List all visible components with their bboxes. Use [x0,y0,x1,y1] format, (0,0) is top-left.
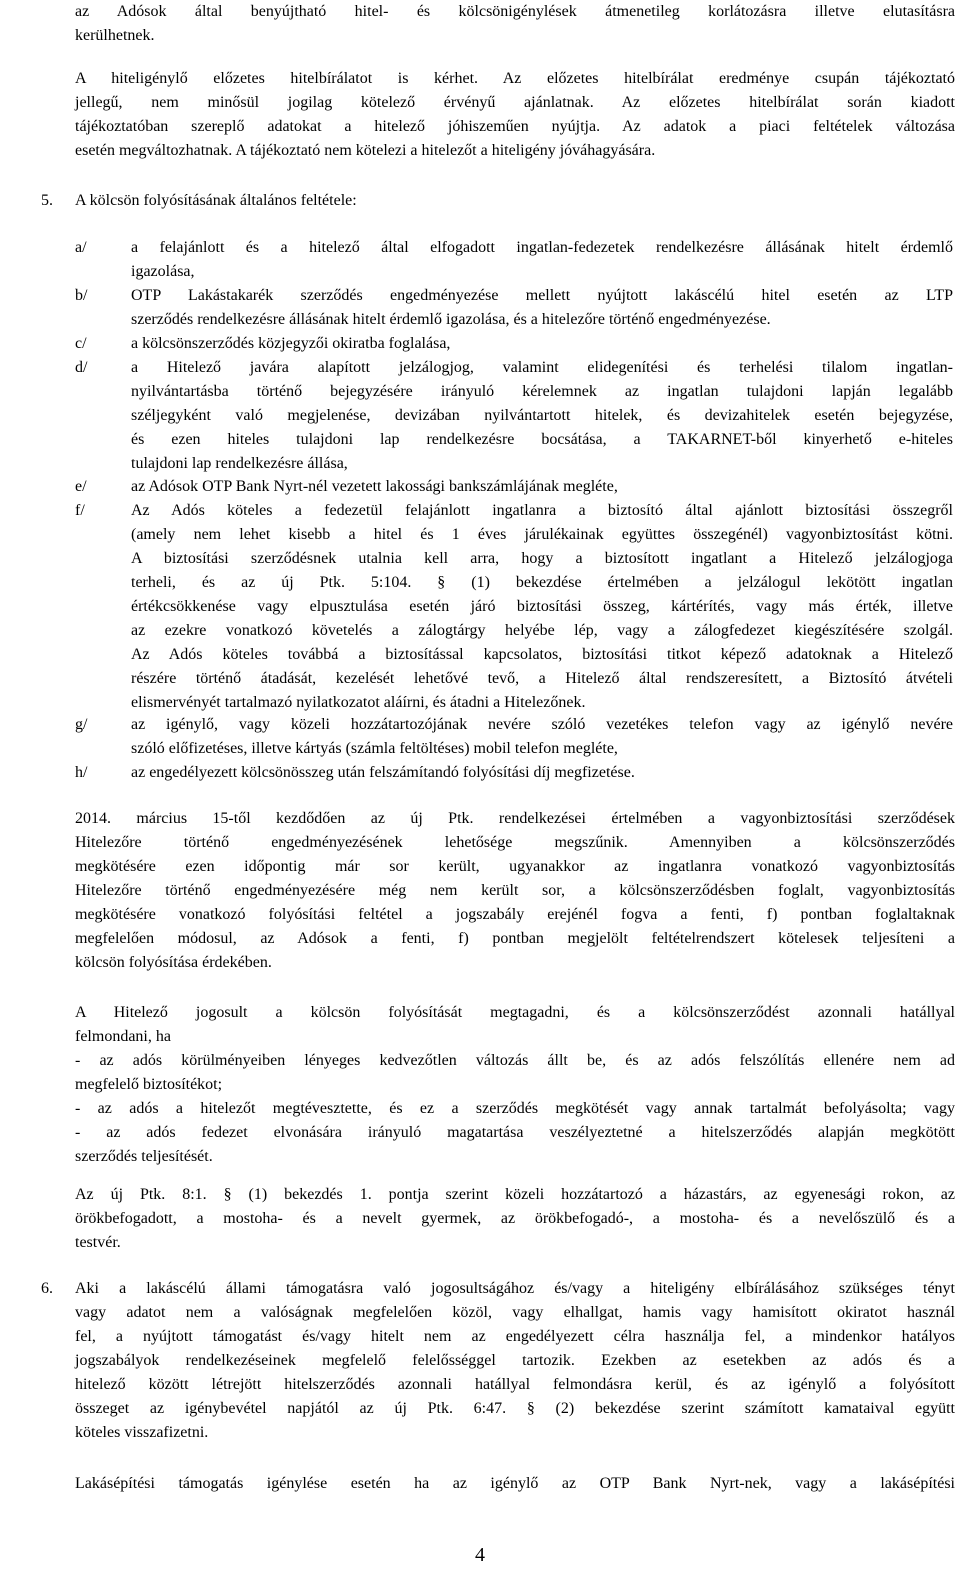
text-line: nyilvántartásba történő bejegyzésére irányuló kérelemnek az ingatlan tulajdoni lapján legalább [131,383,953,400]
text-line: Hitelezőre történő engedményezésének lehetősége megszűnik. Amennyiben a kölcsönszerződés [75,834,955,851]
text-line: testvér. [75,1234,121,1251]
text-line: A Hitelező jogosult a kölcsön folyósítását megtagadni, és a kölcsönszerződést azonnali hatállyal [75,1004,955,1021]
text-line: az igénylő, vagy közeli hozzátartozójának nevére szóló vezetékes telefon vagy az igénylő nevére [131,716,953,733]
item-label-f: f/ [75,502,85,519]
text-line: szerződés teljesítését. [75,1148,213,1165]
item-label-d: d/ [75,359,88,376]
text-line: Hitelezőre történő engedményezésére még nem került sor, a kölcsönszerződésben foglalt, vagyonbiztosítás [75,882,955,899]
section-6-number: 6. [41,1280,53,1297]
text-line: A biztosítási szerződésnek utalnia kell arra, hogy a biztosított ingatlant a Hitelező jelzálogjoga [131,550,953,567]
text-line: kerülhetnek. [75,27,155,44]
text-line: széljegyként való megjelenése, devizában nyilvántartott hitelek, és devizahitelek esetén bejegyzése, [131,407,953,424]
list-item-h [131,761,953,785]
text-line: részére történő átadását, kezelését lehetővé tevő, a Hitelező által rendszeresített, a Biztosító átvételi [131,670,953,687]
text-line: szóló előfizetéses, illetve kártyás (számla feltöltéses) mobil telefon megléte, [131,740,618,757]
text-line: az Adósok OTP Bank Nyrt-nél vezetett lakossági bankszámlájának megléte, [131,478,618,495]
text-line: tulajdoni lap rendelkezésre állása, [131,455,348,472]
text-line: A hiteligénylő előzetes hitelbírálatot is kérhet. Az előzetes hitelbírálat eredménye csupán tájékoztató [75,70,955,87]
text-line: és ezen hiteles tulajdoni lap rendelkezésre bocsátása, a TAKARNET-ből kinyerhető e-hiteles [131,431,953,448]
text-line: esetén megváltozhatnak. A tájékoztató nem kötelezi a hitelezőt a hiteligény jóváhagyására. [75,142,656,159]
section-5-number: 5. [41,192,53,209]
text-line: - az adós körülményeiben lényeges kedvezőtlen változás állt be, és az adós felszólítás ellenére nem ad [75,1052,955,1069]
text-line: Az Adós köteles továbbá a biztosítással kapcsolatos, biztosítási titkot képező adatoknak a Hitelező [131,646,953,663]
text-line: tájékoztatóban szereplő adatokat a hitelező jóhiszeműen nyújtja. Az adatok a piaci feltételek változása [75,118,955,135]
text-line: a felajánlott és a hitelező által elfogadott ingatlan-fedezetek rendelkezésre állásának hitelt érdemlő [131,239,953,256]
list-item-b [131,284,953,332]
text-line: - az adós a hitelezőt megtévesztette, és ez a szerződés megkötését vagy annak tartalmát befolyásolta; vagy [75,1100,955,1117]
text-line: jogszabályok rendelkezéseinek megfelelő felelősséggel tartozik. Ezekben az esetekben az adós és a [75,1352,955,1369]
section-5-heading [75,189,955,213]
text-line: az engedélyezett kölcsönösszeg után felszámítandó folyósítási díj megfizetése. [131,764,635,781]
section-6-paragraph [75,1277,955,1445]
text-line: megfelelően módosul, az Adósok a fenti, f) pontban megjelölt feltételrendszert kötelesek teljesíteni a [75,930,955,947]
page-number: 4 [475,1544,485,1566]
text-line: (amely nem lehet kisebb a hitel és 1 éves járulékainak együttes összegénél) vagyonbiztosítást kötni. [131,526,953,543]
text-line: Az Adós köteles a fedezetül felajánlott ingatlanra a biztosító által ajánlott biztosítási összegről [131,502,953,519]
text-line: Aki a lakáscélú állami támogatásra való jogosultságához és/vagy a hiteligény elbírálásához szükséges tényt [75,1280,955,1297]
item-label-g: g/ [75,716,88,733]
text-line: az ezekre vonatkozó követelés a zálogtárgy helyébe lép, vagy a zálogfedezet kiegészítésére szolgál. [131,622,953,639]
text-line: a Hitelező javára alapított jelzálogjog, valamint elidegenítési és terhelési tilalom ingatlan- [131,359,953,376]
intro-paragraph-1 [75,0,955,48]
text-line: köteles visszafizetni. [75,1424,209,1441]
list-item-a [131,236,953,284]
text-line: összeget az igénybevétel napjától az új Ptk. 6:47. § (2) bekezdése szerint számított kamataival együtt [75,1400,955,1417]
text-line: jellegű, nem minősül jogilag kötelező érvényű ajánlatnak. Az előzetes hitelbírálat során kiadott [75,94,955,111]
ptk-2014-paragraph [75,807,955,975]
text-line: igazolása, [131,263,195,280]
text-line: fel, a nyújtott támogatást és/vagy hitelt nem az engedélyezett célra használja fel, a mindenkor hatályos [75,1328,955,1345]
list-item-f [131,499,953,715]
text-line: az Adósok által benyújtható hitel- és kölcsönigénylések átmenetileg korlátozásra illetve elutasításra [75,3,955,20]
text-line: 2014. március 15-től kezdődően az új Ptk. rendelkezései értelmében a vagyonbiztosítási szerződések [75,810,955,827]
text-line: vagy adatot nem a valóságnak megfelelően közöl, vagy elhallgat, hamis vagy hamisított okiratot használ [75,1304,955,1321]
text-line: szerződés rendelkezésre állásának hitelt érdemlő igazolása, és a hitelezőre történő engedményezése. [131,311,771,328]
section-heading: A kölcsön folyósításának általános feltétele: [75,192,357,209]
text-line: - az adós fedezet elvonására irányuló magatartása veszélyeztetné a hitelszerződés alapján megkötött [75,1124,955,1141]
text-line: felmondani, ha [75,1028,171,1045]
relatives-paragraph [75,1183,955,1255]
text-line: Lakásépítési támogatás igénylése esetén ha az igénylő az OTP Bank Nyrt-nek, vagy a lakásépítési [75,1475,955,1492]
refusal-paragraph [75,1001,955,1169]
text-line: megfelelő biztosítékot; [75,1076,223,1093]
item-label-a: a/ [75,239,87,256]
intro-paragraph-2 [75,67,955,163]
text-line: hitelező között létrejött hitelszerződés azonnali hatállyal felmondásra kerül, és az igénylő a folyósított [75,1376,955,1393]
text-line: OTP Lakástakarék szerződés engedményezése mellett nyújtott lakáscélú hitel esetén az LTP [131,287,953,304]
text-line: terheli, és az új Ptk. 5:104. § (1) bekezdése értelmében a jelzálogul lekötött ingatlan [131,574,953,591]
text-line: a kölcsönszerződés közjegyzői okiratba foglalása, [131,335,451,352]
text-line: kölcsön folyósítása érdekében. [75,954,272,971]
text-line: megkötésére ezen időpontig már sor került, ugyanakkor az ingatlanra vonatkozó vagyonbiztosítás [75,858,955,875]
text-line: elismervényét tartalmazó nyilatkozatot aláírni, és átadni a Hitelezőnek. [131,694,586,711]
item-label-b: b/ [75,287,88,304]
text-line: értékcsökkenése vagy elpusztulása esetén járó biztosítási összeg, kártérítés, vagy más érték, illetve [131,598,953,615]
item-label-c: c/ [75,335,87,352]
section-6-continuation [75,1472,955,1496]
list-item-d [131,356,953,476]
item-label-h: h/ [75,764,88,781]
list-item-g [131,713,953,761]
list-item-c [131,332,953,356]
text-line: Az új Ptk. 8:1. § (1) bekezdés 1. pontja szerint közeli hozzátartozó a házastárs, az egyenesági rokon, az [75,1186,955,1203]
item-label-e: e/ [75,478,87,495]
text-line: megkötésére vonatkozó folyósítási feltétel a jogszabály erejénél fogva a fenti, f) pontban foglaltaknak [75,906,955,923]
list-item-e [131,475,953,499]
text-line: örökbefogadott, a mostoha- és a nevelt gyermek, az örökbefogadó-, a mostoha- és a nevelőszülő és a [75,1210,955,1227]
